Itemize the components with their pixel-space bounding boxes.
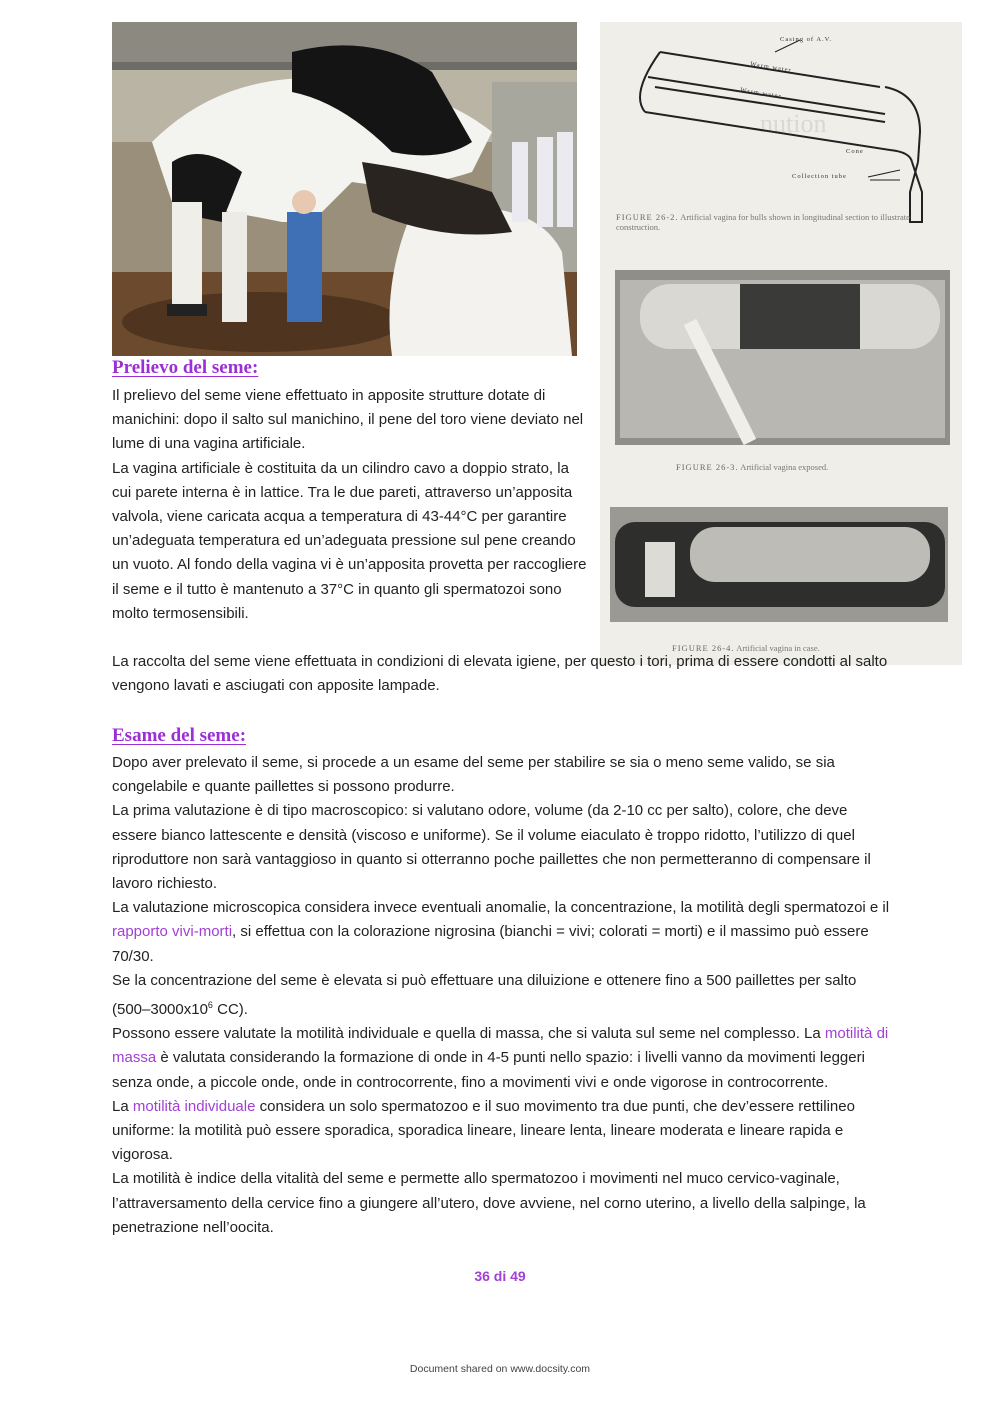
esame-p5-text-a: Possono essere valutate la motilità individuale e quella di massa, che si valuta sul seme nel complesso. La [112, 1025, 825, 1043]
bull-photo-illustration [112, 22, 577, 356]
esame-p4-text-a: Se la concentrazione del seme è elevata si può effettuare una diluizione e ottenere fino a 500 paillettes per salto (500–3000x10 [112, 971, 857, 1019]
esame-p3-text-b: , si effettua con la colorazione nigrosina (bianchi = vivi; colorati = morti) e il massimo può essere 70/30. [112, 923, 869, 965]
cone-label: Cone [846, 148, 864, 155]
casing-label: Casing of A.V. [780, 36, 833, 43]
figure-26-4-text: Artificial vagina in case. [736, 643, 820, 653]
figure-26-2-caption [616, 212, 956, 232]
figure-26-2-text: Artificial vagina for bulls shown in longitudinal section to illustrate construction. [616, 212, 910, 232]
section-esame-body [112, 751, 892, 1240]
figure-26-4-number: FIGURE 26-4. [672, 643, 735, 653]
warm-water-label-bottom: Warm water [739, 86, 783, 101]
svg-text:nution: nution [760, 109, 827, 138]
esame-p5-text-b: è valutata considerando la formazione di onde in 4-5 punti nello spazio: i livelli vanno da movimenti leggeri senza onde, a piccole onde, onde in controcorrente, fino a movimenti vivi e onde vigorose in controcorrente. [112, 1049, 865, 1091]
figure-26-2-number: FIGURE 26-2. [616, 212, 679, 222]
warm-water-label-top: Warm water [749, 60, 793, 75]
section-heading-prelievo: Prelievo del seme: [112, 357, 259, 378]
esame-paragraph-7: La motilità è indice della vitalità del seme e permette allo spermatozoo i movimenti nel muco cervico-vaginale, l’attraversamento della cervice fino a giungere all’utero, dove avviene, nel corno uterino, a livello della salpinge, la penetrazione nell’oocita. [112, 1170, 866, 1236]
section-heading-esame: Esame del seme: [112, 725, 247, 746]
esame-p6-text-b: considera un solo spermatozoo e il suo movimento tra due punti, che dev’essere rettilineo uniforme: la motilità può essere sporadica, sporadica lineare, lineare lenta, lineare moderata e lineare rapida e vigorosa. [112, 1097, 855, 1164]
esame-p4-superscript: 6 [207, 1000, 213, 1011]
page-number: 36 di 49 [474, 1268, 526, 1284]
collection-tube-label: Collection tube [792, 173, 847, 180]
motilita-individuale-link: motilità individuale [132, 1097, 256, 1115]
esame-p6-text-a: La [112, 1097, 133, 1115]
esame-paragraph-2: La prima valutazione è di tipo macroscopico: si valutano odore, volume (da 2-10 cc per salto), colore, che deve essere bianco lattescente e densità (viscoso e uniforme). Se il volume eiaculato è troppo ridotto, l’utilizzo di quel riproduttore non sarà vantaggioso in quanto si otterranno poche paillettes che non permetteranno di compensare il lavoro richiesto. [112, 802, 871, 893]
figure-26-3-text: Artificial vagina exposed. [740, 462, 829, 472]
prelievo-paragraph-3-block [112, 650, 892, 698]
esame-paragraph-5 [112, 1022, 892, 1095]
esame-p3-text-a: La valutazione microscopica considera invece eventuali anomalie, la concentrazione, la motilità degli spermatozoi e il [112, 899, 890, 917]
section-prelievo-body [112, 384, 592, 626]
bull-collection-photo [112, 22, 577, 356]
figure-26-3-caption [676, 462, 956, 472]
prelievo-paragraph-1: Il prelievo del seme viene effettuato in apposite strutture dotate di manichini: dopo il salto sul manichino, il pene del toro viene deviato nel lume di una vagina artificiale. [112, 387, 584, 453]
motilita-di-massa-link: motilità di massa [112, 1025, 889, 1067]
prelievo-paragraph-2: La vagina artificiale è costituita da un cilindro cavo a doppio strato, la cui parete interna è in lattice. Tra le due pareti, attraverso un’apposita valvola, viene caricata acqua a temperatura di 43-44°C per garantire un’adeguata temperatura ed un’adeguata pressione sul pene creando un vuoto. Al fondo della vagina vi è un’apposita provetta per raccogliere il seme e il tutto è mantenuto a 37°C in quanto gli spermatozoi sono molto termosensibili. [112, 459, 587, 622]
rapporto-vivi-morti-link: rapporto vivi-morti [112, 923, 233, 941]
esame-p4-text-b: CC). [212, 1001, 248, 1019]
prelievo-paragraph-3: La raccolta del seme viene effettuata in condizioni di elevata igiene, per questo i tori, prima di essere condotti al salto vengono lavati e asciugati con apposite lampade. [112, 653, 888, 695]
esame-paragraph-6 [112, 1095, 892, 1168]
esame-paragraph-1: Dopo aver prelevato il seme, si procede a un esame del seme per stabilire se sia o meno seme valido, se sia congelabile e quante paillettes si possono produrre. [112, 754, 835, 796]
textbook-figures-scan [600, 22, 962, 665]
artificial-vagina-diagram [600, 22, 962, 665]
esame-paragraph-3 [112, 896, 892, 969]
docsity-footer: Document shared on www.docsity.com [409, 1363, 591, 1375]
figure-26-3-number: FIGURE 26-3. [676, 462, 739, 472]
esame-paragraph-4 [112, 969, 892, 1022]
